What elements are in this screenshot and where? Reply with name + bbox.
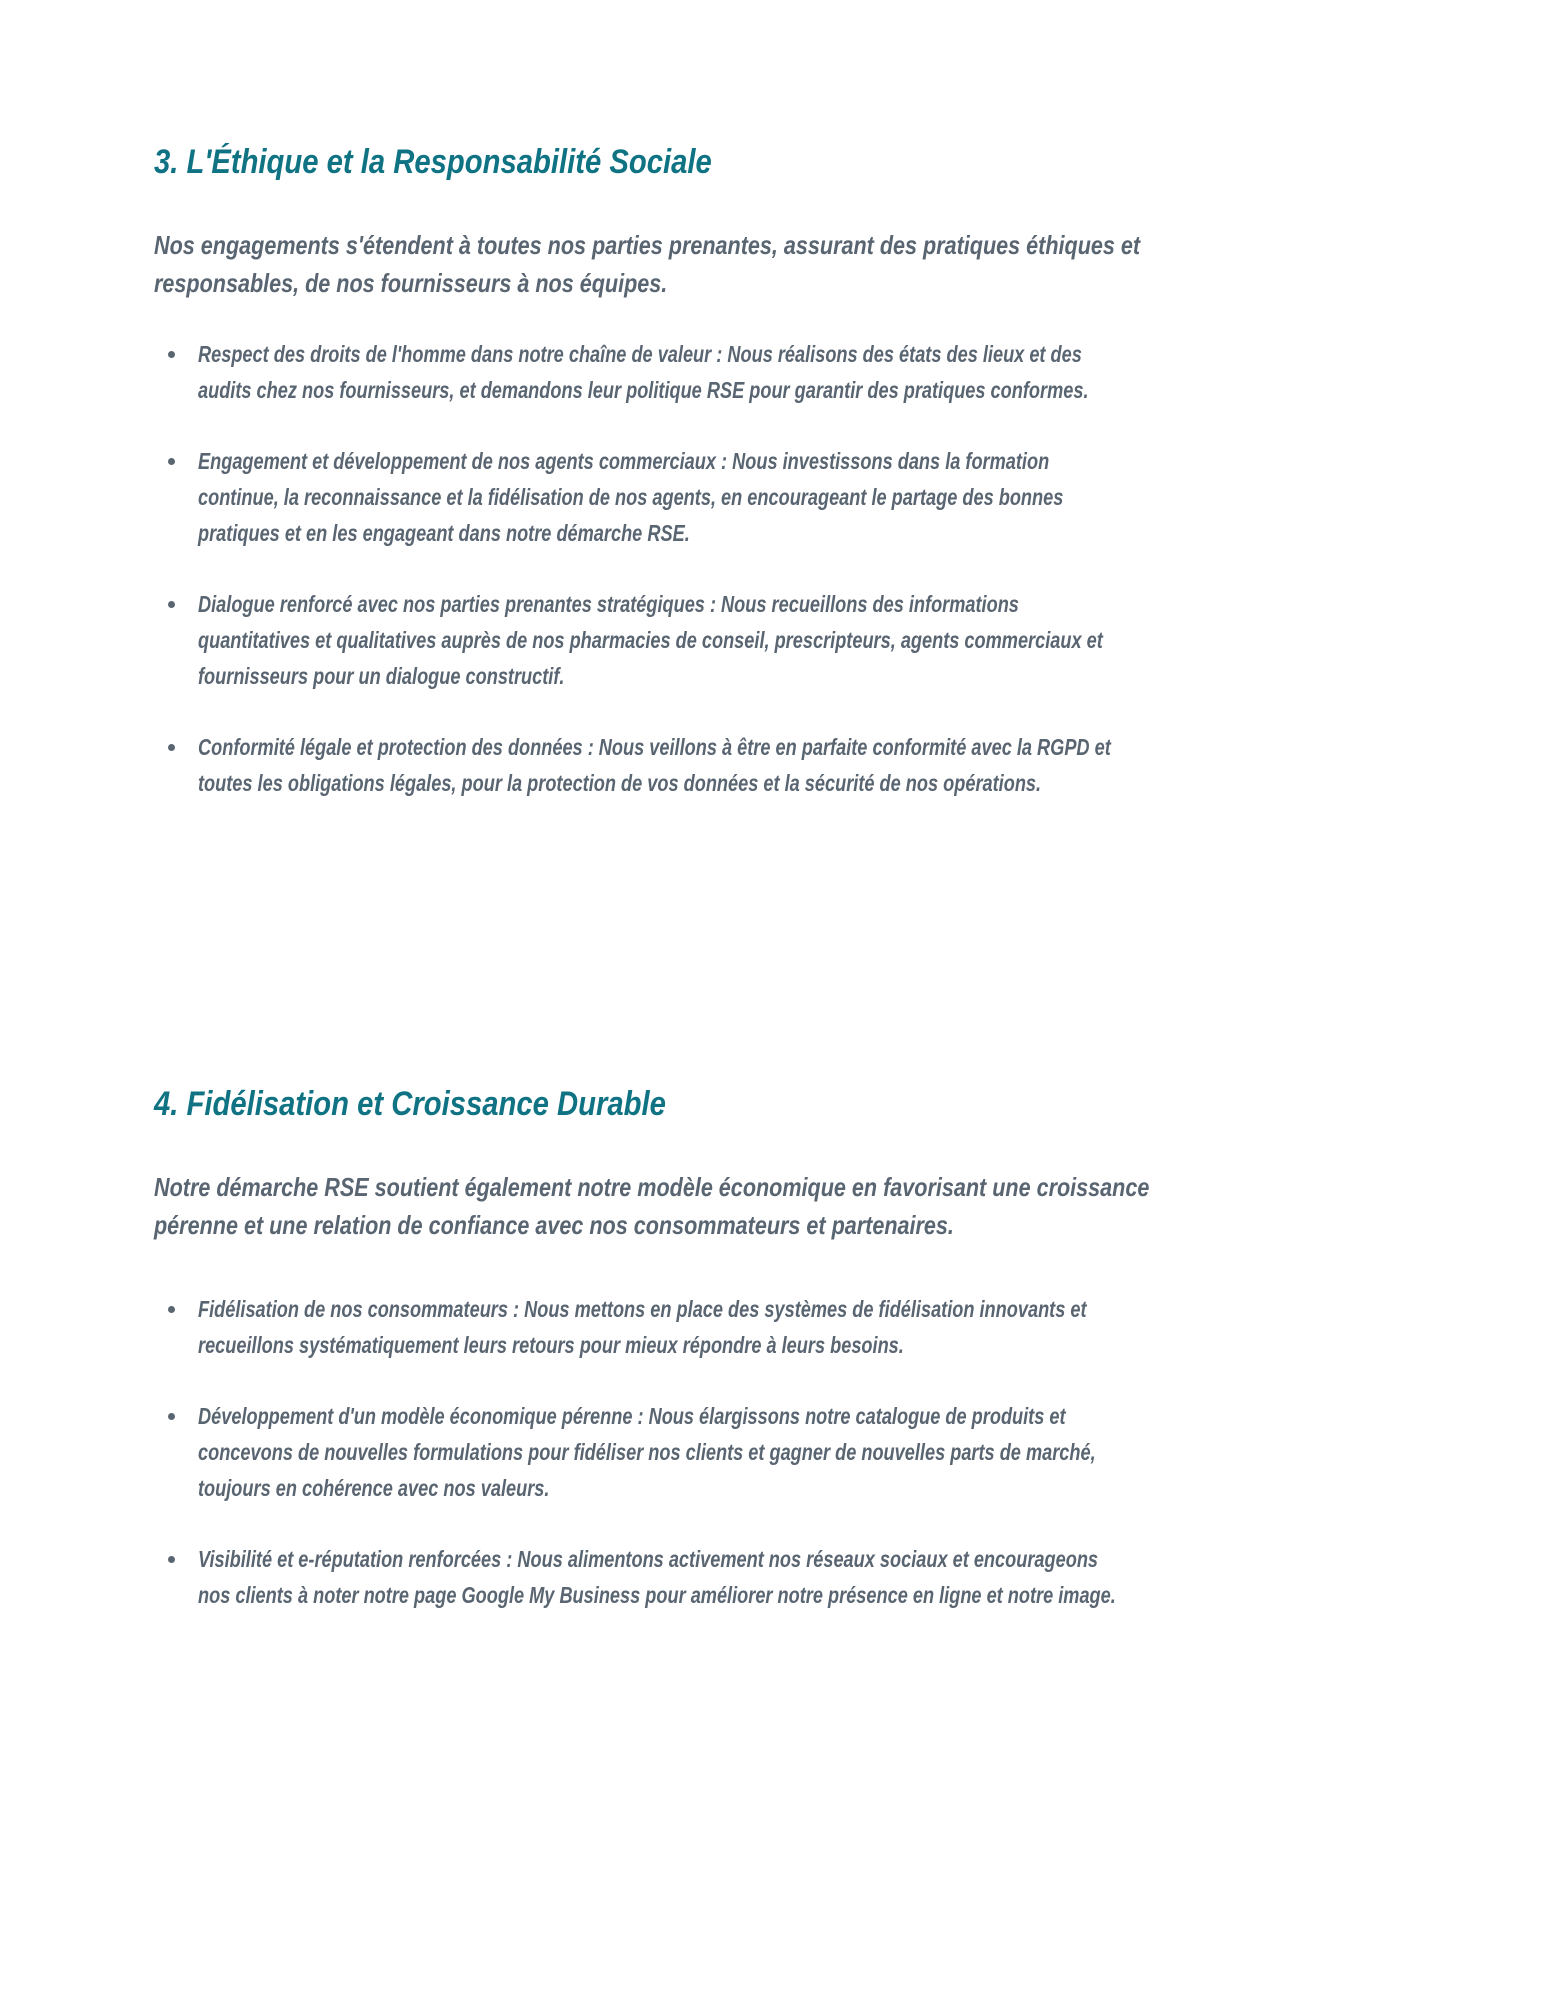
list-item <box>154 443 1304 551</box>
bullet-dot-icon <box>168 1556 175 1563</box>
section-intro: Nos engagements s'étendent à toutes nos parties prenantes, assurant des pratiques éthiques et responsables, de nos fournisseurs à nos équipes. <box>154 230 1141 298</box>
bullet-dot-icon <box>168 1413 175 1420</box>
bullet-dot-icon <box>168 601 175 608</box>
list-item <box>154 1541 1304 1613</box>
bullet-text: Visibilité et e-réputation renforcées : Nous alimentons activement nos réseaux sociaux et encourageons nos clients à noter notre page Google My Business pour améliorer notre présence en ligne et notre image. <box>198 1546 1116 1608</box>
bullet-text: Fidélisation de nos consommateurs : Nous mettons en place des systèmes de fidélisation innovants et recueillons systématiquement leurs retours pour mieux répondre à leurs besoins. <box>198 1296 1087 1358</box>
bullet-dot-icon <box>168 1306 175 1313</box>
bullet-dot-icon <box>168 351 175 358</box>
list-item <box>154 1291 1304 1363</box>
bullet-dot-icon <box>168 458 175 465</box>
list-item <box>154 586 1304 694</box>
bullet-text: Engagement et développement de nos agents commerciaux : Nous investissons dans la formation continue, la reconnaissance et la fidélisation de nos agents, en encourageant le partage des bonnes pratiques et en les engageant dans notre démarche RSE. <box>198 448 1064 546</box>
section-loyalty-growth <box>154 1080 1304 1648</box>
bullet-text: Conformité légale et protection des données : Nous veillons à être en parfaite conformité avec la RGPD et toutes les obligations légales, pour la protection de vos données et la sécurité de nos opérations. <box>198 734 1111 796</box>
list-item <box>154 336 1304 408</box>
section-ethics <box>154 138 1304 836</box>
bullet-list <box>154 1291 1304 1613</box>
bullet-list <box>154 336 1304 801</box>
bullet-dot-icon <box>168 744 175 751</box>
list-item <box>154 1398 1304 1506</box>
section-heading: 3. L'Éthique et la Responsabilité Sociale <box>154 143 712 181</box>
bullet-text: Respect des droits de l'homme dans notre chaîne de valeur : Nous réalisons des états des lieux et des audits chez nos fournisseurs, et demandons leur politique RSE pour garantir des pratiques conformes. <box>198 341 1089 403</box>
list-item <box>154 729 1304 801</box>
bullet-text: Développement d'un modèle économique pérenne : Nous élargissons notre catalogue de produits et concevons de nouvelles formulations pour fidéliser nos clients et gagner de nouvelles parts de marché, toujours en cohérence avec nos valeurs. <box>198 1403 1096 1501</box>
section-intro: Notre démarche RSE soutient également notre modèle économique en favorisant une croissance pérenne et une relation de confiance avec nos consommateurs et partenaires. <box>154 1172 1150 1240</box>
section-heading: 4. Fidélisation et Croissance Durable <box>154 1085 666 1123</box>
bullet-text: Dialogue renforcé avec nos parties prenantes stratégiques : Nous recueillons des informations quantitatives et qualitatives auprès de nos pharmacies de conseil, prescripteurs, agents commerciaux et fournisseurs pour un dialogue constructif. <box>198 591 1103 689</box>
